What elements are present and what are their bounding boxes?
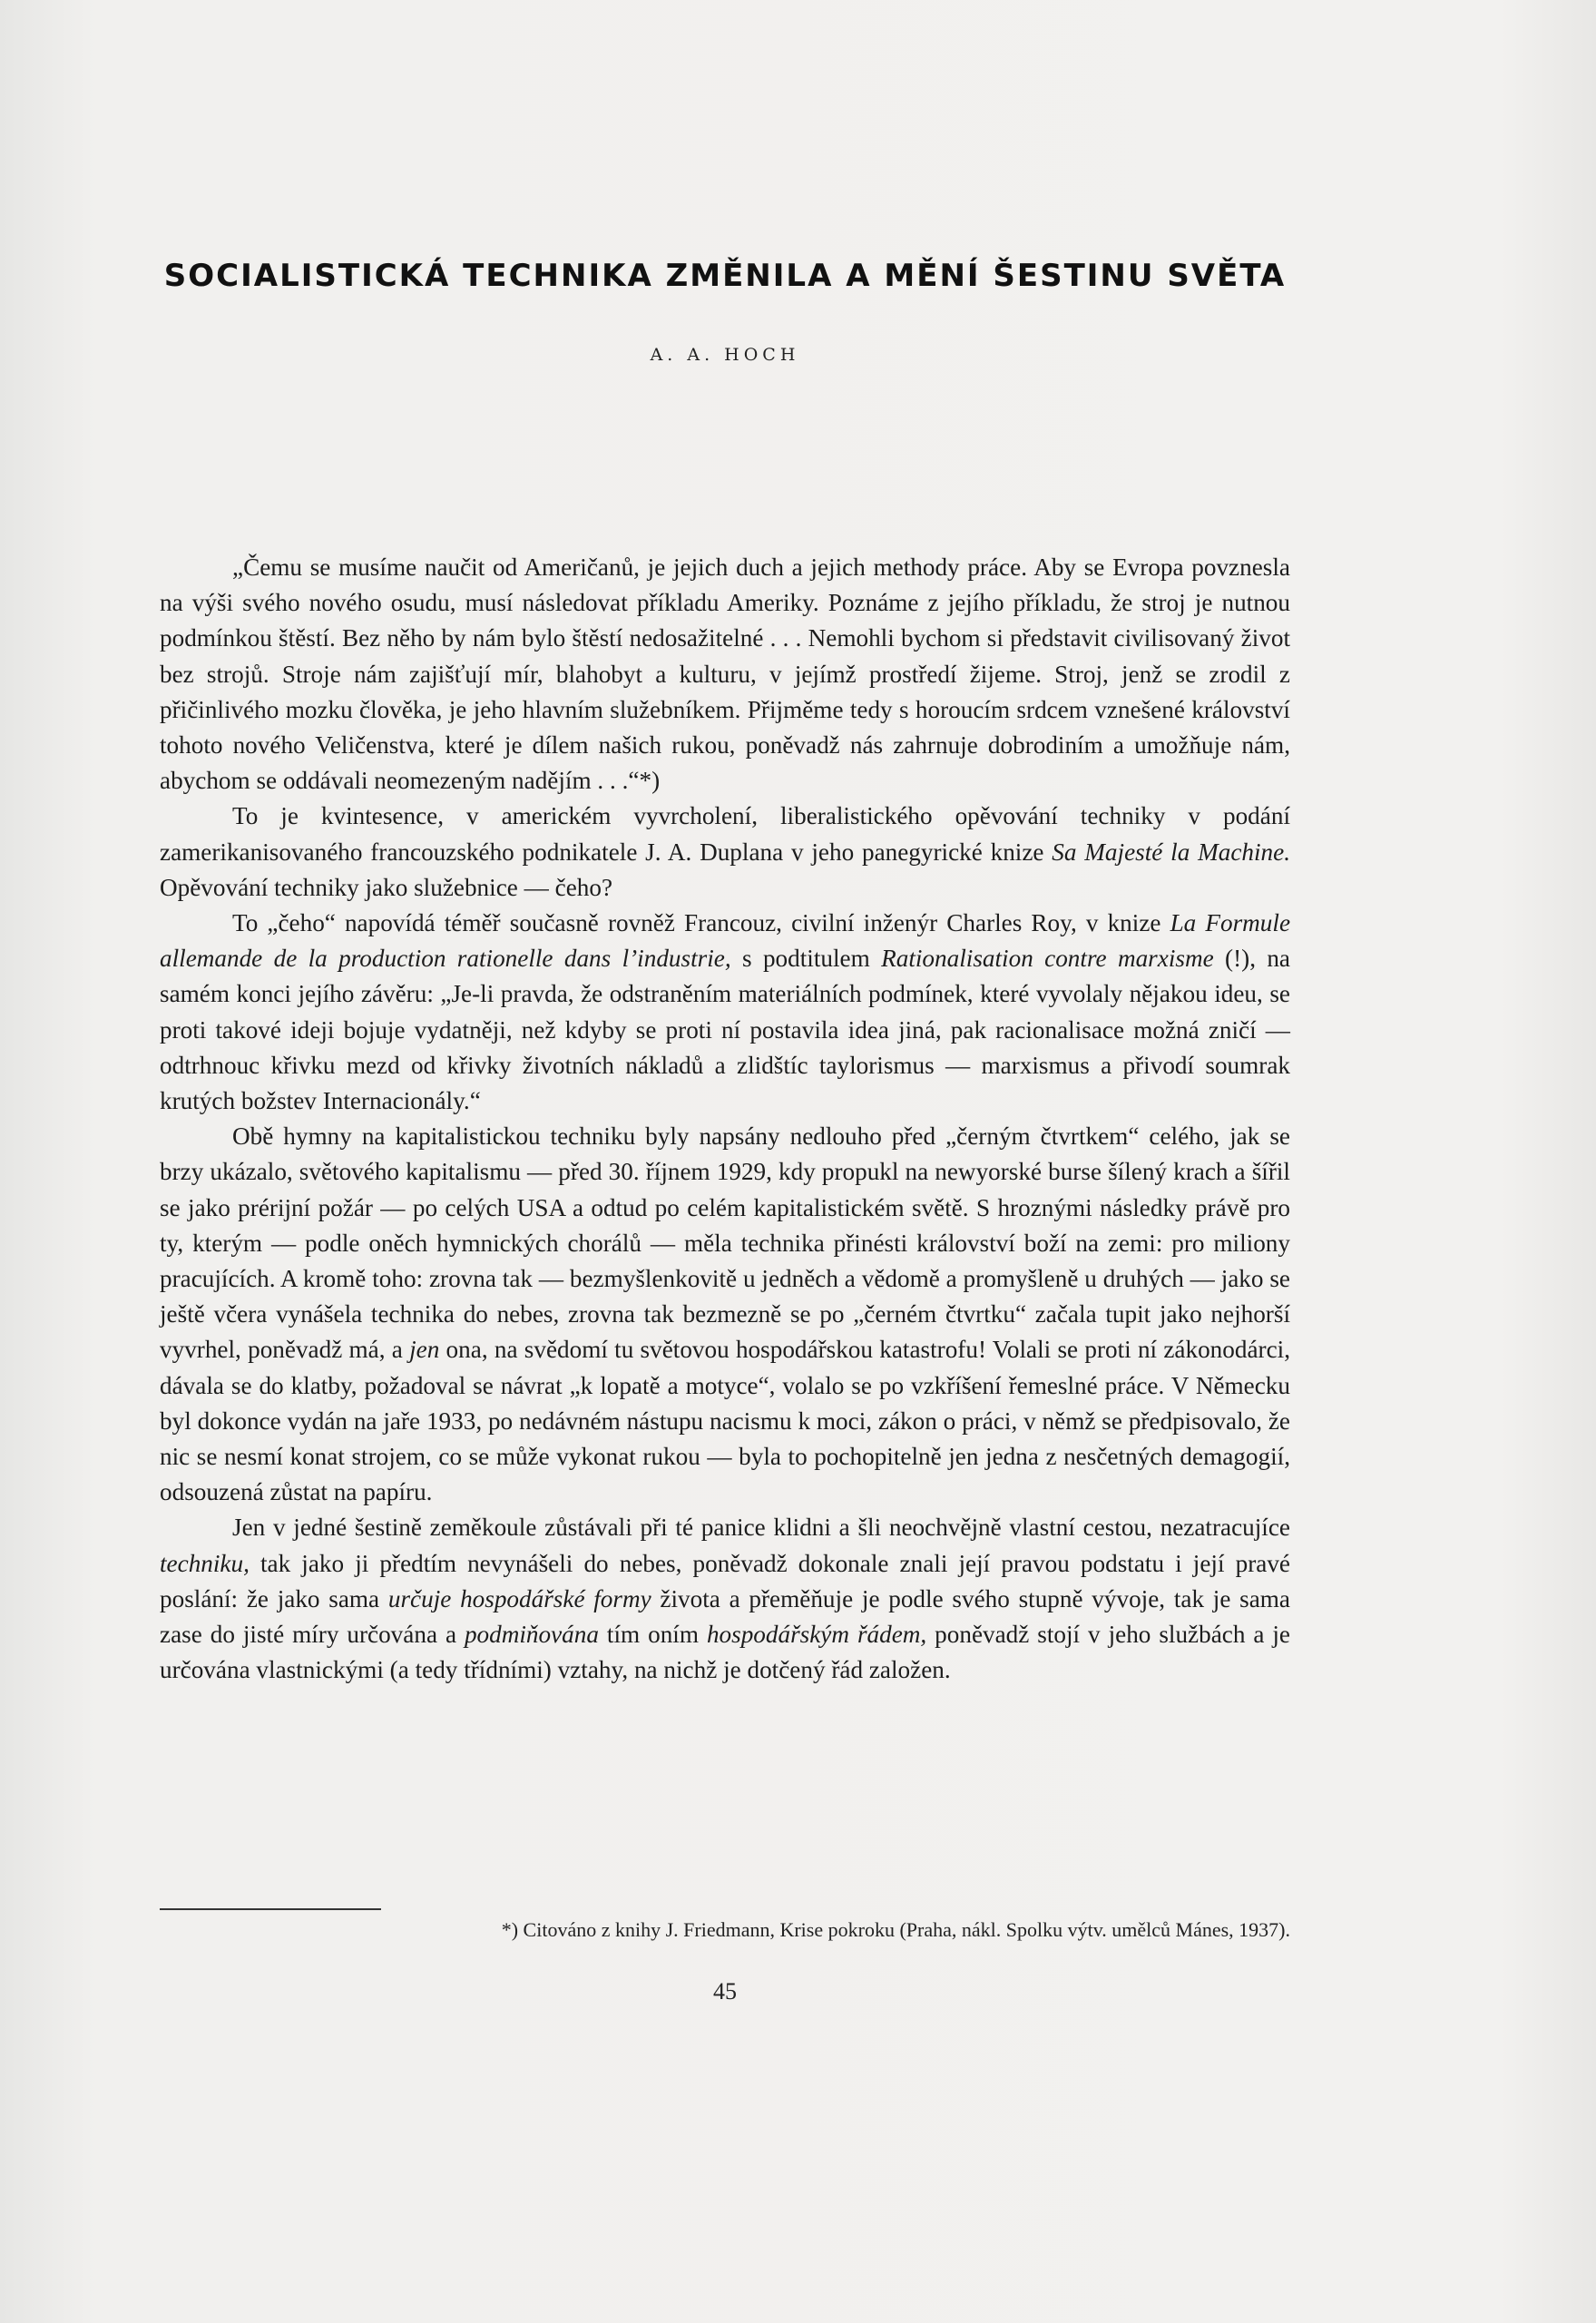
italic-text: podmiňována — [464, 1621, 599, 1649]
text-run: poněvadž stojí v jeho službách a je určována vlastnickými (a tedy třídními) vztahy, na nichž je dotčený řád založen. — [160, 1621, 1290, 1684]
italic-text: Sa Majesté la Machine. — [1052, 838, 1290, 866]
paragraph — [160, 1510, 1290, 1688]
text-run: Obě hymny na kapitalistickou techniku byly napsány nedlouho před „černým čtvrtkem“ celého, jak se brzy ukázalo, světového kapitalismu — před 30. říjnem 1929, kdy propukl na newyorské burse šílený krach a šířil se jako prérijní požár — po celých USA a odtud po celém kapitalistickém světě. S hroznými následky právě pro ty, kterým — podle oněch hymnických chorálů — měla technika přinésti království boží na zemi: pro miliony pracujících. A kromě toho: zrovna tak — bezmyšlenkovitě u jedněch a vědomě a promyšleně u druhých — jako se ještě včera vynášela technika do nebes, zrovna tak bezmezně se po „černém čtvrtku“ začala tupit jako nejhorší vyvrhel, poněvadž má, a — [160, 1122, 1290, 1364]
article-title: SOCIALISTICKÁ TECHNIKA ZMĚNILA A MĚNÍ ŠESTINU SVĚTA — [163, 258, 1287, 294]
text-run: Jen v jedné šestině zeměkoule zůstávali při té panice klidni a šli neochvějně vlastní cestou, nezatracujíce — [232, 1514, 1290, 1542]
italic-text: Rationalisation contre marxisme — [881, 945, 1214, 973]
text-run: (!), na samém konci jejího závěru: „Je-li pravda, že odstraněním materiálních podmínek, které vyvolaly nějakou ideu, se proti takové ideji bojuje vydatněji, než kdyby se proti ní postavila idea jiná, pak racionalisace možná zničí — odtrhnouc křivku mezd od křivky životních nákladů a zlidštíc taylorismus — marxismus a přivodí soumrak krutých božstev Internacionály.“ — [160, 945, 1291, 1115]
text-run: života a přeměňuje je podle svého stupně vývoje, tak je sama zase do jisté míry určována a — [160, 1584, 1291, 1649]
text-run: To „čeho“ napovídá téměř současně rovněž Francouz, civilní inženýr Charles Roy, v knize — [232, 909, 1170, 937]
text-run: tak jako ji předtím nevynášeli do nebes, poněvadž dokonale znali její pravou podstatu i její pravé poslání: že jako sama — [160, 1549, 1290, 1612]
page-number: 45 — [713, 1978, 737, 2004]
text-run: Opěvování techniky jako služebnice — čeho? — [160, 873, 613, 901]
footnote-divider — [160, 1908, 381, 1910]
paragraph — [160, 906, 1290, 1119]
text-run: ona, na svědomí tu světovou hospodářskou katastrofu! Volali se proti ní zákonodárci, dávala se do klatby, požadoval se návrat „k lopatě a motyce“, volalo se po vzkříšení řemeslné práce. V Německu byl dokonce vydán na jaře 1933, po nedávném nástupu nacismu k moci, zákon o práci, v němž se předpisovalo, že nic se nesmí konat strojem, co se může vykonat rukou — byla to pochopitelně jen jedna z nesčetných demagogií, odsouzená zůstat na papíru. — [160, 1336, 1290, 1506]
italic-text: hospodářským řádem, — [706, 1621, 927, 1649]
text-run: To je kvintesence, v americkém vyvrcholení, liberalistického opěvování techniky v podání zamerikanisovaného francouzského podnikatele J. A. Duplana v jeho panegyrické knize — [160, 802, 1290, 866]
paragraph — [160, 1119, 1290, 1510]
italic-text: La Formule allemande de la production rationelle dans l’industrie, — [160, 909, 1291, 973]
italic-text: určuje hospodářské formy — [387, 1584, 651, 1612]
text-run: tím oním — [598, 1621, 707, 1649]
paragraph — [160, 799, 1290, 906]
italic-text: jen — [409, 1336, 440, 1364]
italic-text: techniku, — [160, 1549, 250, 1577]
footnote: *) Citováno z knihy J. Friedmann, Krise pokroku (Praha, nákl. Spolku výtv. umělců Mánes, 1937). — [501, 1918, 1290, 1941]
paragraph — [160, 550, 1290, 799]
text-run: s podtitulem — [730, 945, 882, 973]
article-body — [160, 550, 1290, 1689]
text-run: „Čemu se musíme naučit od Američanů, je jejich duch a jejich methody práce. Aby se Evropa povznesla na výši svého nového osudu, musí následovat příkladu Ameriky. Poznáme z jejího příkladu, že stroj je nutnou podmínkou štěstí. Bez něho by nám bylo štěstí nedosažitelné . . . Nemohli bychom si představit civilisovaný život bez strojů. Stroje nám zajišťují mír, blahobyt a kulturu, v jejímž prostředí žijeme. Stroj, jenž se zrodil z přičinlivého mozku člověka, je jeho hlavním služebníkem. Přijměme tedy s horoucím srdcem vznešené království tohoto nového Veličenstva, které je dílem našich rukou, poněvadž nás zahrnuje dobrodiním a umožňuje nám, abychom se oddávali neomezeným nadějím . . .“*) — [160, 554, 1290, 795]
article-author: A. A. HOCH — [650, 345, 800, 365]
